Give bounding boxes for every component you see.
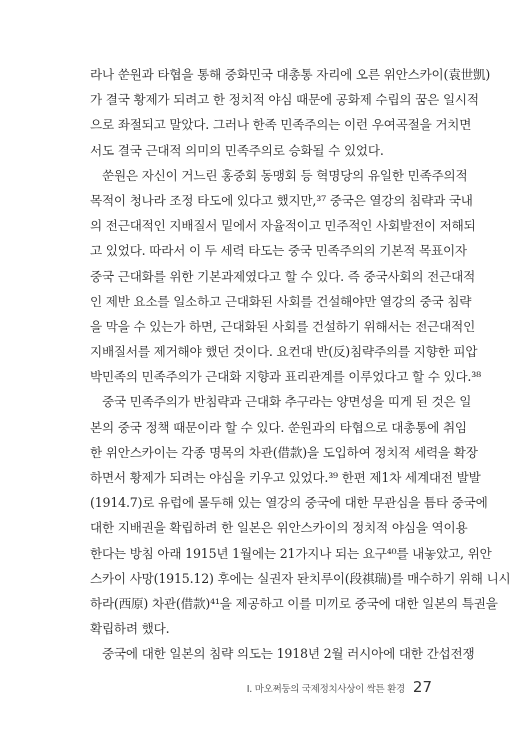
text-line: 지배질서를 제거해야 했던 것이다. 요컨대 반(反)침략주의를 지향한 피압 xyxy=(90,344,478,360)
text-line: 을 막을 수 있는가 하면, 근대화된 사회를 건설하기 위해서는 전근대적인 xyxy=(90,318,476,334)
text-line: 의 전근대적인 지배질서 밑에서 자율적이고 민주적인 사회발전이 저해되 xyxy=(90,218,476,234)
text-line: 서도 결국 근대적 의미의 민족주의로 승화될 수 있었다. xyxy=(90,142,384,158)
text-line: 가 결국 황제가 되려고 한 정치적 야심 때문에 공화제 수립의 꿈은 일시적 xyxy=(90,92,479,108)
page-number: 27 xyxy=(412,678,432,696)
text-line: 한 위안스카이는 각종 명목의 차관(借款)을 도입하여 정치적 세력을 확장 xyxy=(90,444,478,460)
page-footer xyxy=(247,678,432,698)
text-line: 으로 좌절되고 말았다. 그러나 한족 민족주의는 이런 우여곡절을 거치면 xyxy=(90,117,472,133)
text-line: 중국 민족주의가 반침략과 근대화 추구라는 양면성을 띠게 된 것은 일 xyxy=(102,394,472,410)
text-line: 스카이 사망(1915.12) 후에는 실권자 돤치루이(段祺瑞)를 매수하기 위해 니시 xyxy=(90,570,511,586)
running-head: I. 마오쩌둥의 국제정치사상이 싹튼 환경 xyxy=(246,684,405,695)
text-line: 하라(西原) 차관(借款)⁴¹을 제공하고 이를 미끼로 중국에 대한 일본의 특권을 xyxy=(90,595,498,611)
text-line: 중국에 대한 일본의 침략 의도는 1918년 2월 러시아에 대한 간섭전쟁 xyxy=(102,646,475,662)
text-line: 쑨원은 자신이 거느린 홍중회 동맹회 등 혁명당의 유일한 민족주의적 xyxy=(102,167,468,183)
text-line: (1914.7)로 유럽에 몰두해 있는 열강의 중국에 대한 무관심을 틈타 중국에 xyxy=(90,495,488,511)
text-line: 대한 지배권을 확립하려 한 일본은 위안스카이의 정치적 야심을 역이용 xyxy=(90,520,468,536)
body-text xyxy=(90,62,511,667)
text-line: 확립하려 했다. xyxy=(90,621,170,637)
text-line: 박민족의 민족주의가 근대화 지향과 표리관계를 이루었다고 할 수 있다.³⁸ xyxy=(90,369,481,385)
text-line: 중국 근대화를 위한 기본과제였다고 할 수 있다. 즉 중국사회의 전근대적 xyxy=(90,268,476,284)
text-line: 한다는 방침 아래 1915년 1월에는 21가지나 되는 요구⁴⁰를 내놓았고, 위안 xyxy=(90,545,492,561)
text-line: 목적이 청나라 조정 타도에 있다고 했지만,³⁷ 중국은 열강의 침략과 국내 xyxy=(90,192,473,208)
text-line: 고 있었다. 따라서 이 두 세력 타도는 중국 민족주의의 기본적 목표이자 xyxy=(90,243,467,259)
text-line: 라나 쑨원과 타협을 통해 중화민국 대총통 자리에 오른 위안스카이(袁世凱) xyxy=(90,67,491,82)
text-line: 인 제반 요소를 일소하고 근대화된 사회를 건설해야만 열강의 중국 침략 xyxy=(90,293,472,309)
text-line: 하면서 황제가 되려는 야심을 키우고 있었다.³⁹ 한편 제1차 세계대전 발발 xyxy=(90,470,481,485)
text-line: 본의 중국 정책 때문이라 할 수 있다. 쑨원과의 타협으로 대총통에 취임 xyxy=(90,419,467,435)
